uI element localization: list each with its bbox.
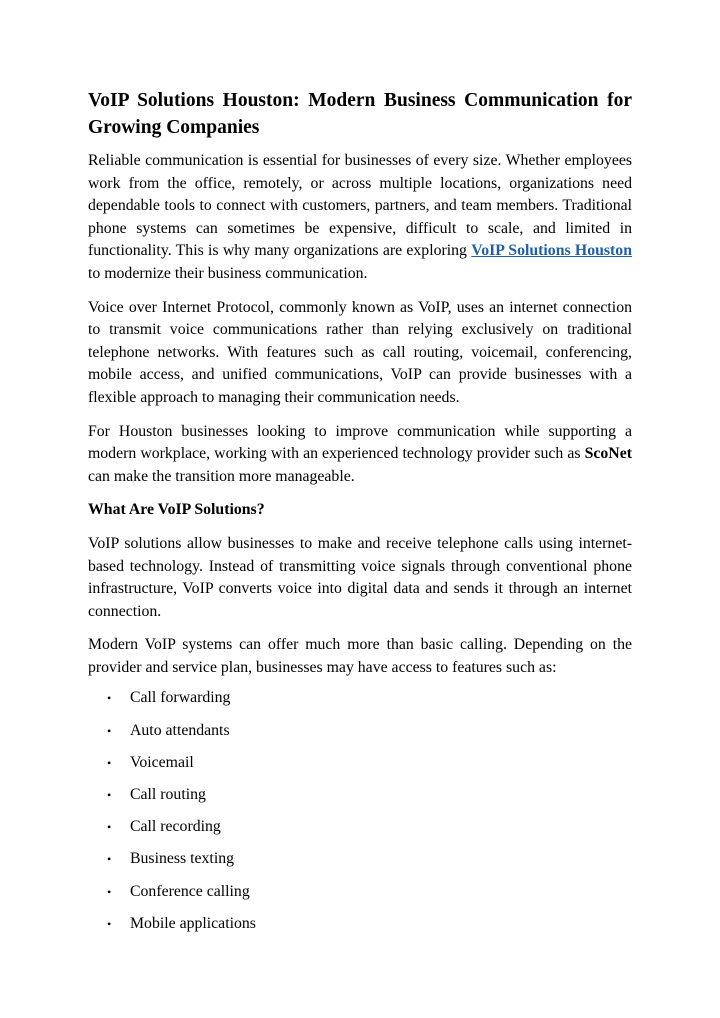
bullet-icon: •: [107, 691, 112, 706]
section-heading: What Are VoIP Solutions?: [88, 501, 265, 519]
bullet-icon: •: [107, 788, 112, 803]
feature-label: Mobile applications: [130, 914, 256, 932]
bullet-icon: •: [107, 820, 112, 835]
list-item: [88, 913, 632, 936]
feature-label: Conference calling: [130, 882, 250, 900]
bullet-icon: •: [107, 755, 112, 770]
sconet-name: ScoNet: [584, 445, 632, 463]
list-item: [88, 816, 632, 839]
list-item: [88, 848, 632, 871]
list-item: [88, 881, 632, 904]
voip-definition-paragraph: Voice over Internet Protocol, commonly known as VoIP, uses an internet connection to transmit voice communications rather than relying exclusively on traditional telephone networks. With features such as call routing, voicemail, conferencing, mobile access, and unified communications, VoIP can provide businesses with a flexible approach to managing their communication needs.: [88, 298, 632, 406]
features-list: [88, 687, 632, 935]
feature-label: Auto attendants: [130, 721, 230, 739]
features-intro-paragraph: Modern VoIP systems can offer much more than basic calling. Depending on the provider and service plan, businesses may have access to features such as:: [88, 636, 632, 676]
paragraph3-text-before-bold: For Houston businesses looking to improve communication while supporting a modern workplace, working with an experienced technology provider such as: [88, 422, 632, 463]
document-title: VoIP Solutions Houston: Modern Business Communication for Growing Companies: [88, 90, 632, 138]
feature-label: Call routing: [130, 786, 206, 804]
list-item: [88, 687, 632, 710]
feature-label: Voicemail: [130, 753, 194, 771]
houston-businesses-paragraph: [88, 421, 632, 489]
paragraph3-text-after-bold: can make the transition more manageable.: [88, 467, 355, 485]
document-page: [88, 87, 632, 945]
intro-text-before-link: Reliable communication is essential for businesses of every size. Whether employees work from the office, remotely, or across multiple locations, organizations need dependable tools to connect with customers, partners, and team members. Traditional phone systems can sometimes be expensive, difficult to scale, and limited in functionality. This is why many organizations are exploring: [88, 152, 632, 260]
intro-paragraph: [88, 150, 632, 286]
feature-label: Call forwarding: [130, 689, 231, 707]
bullet-icon: •: [107, 916, 112, 931]
intro-text-after-link: to modernize their business communication.: [88, 264, 368, 282]
voip-explanation-paragraph: VoIP solutions allow businesses to make and receive telephone calls using internet-based technology. Instead of transmitting voice signals through conventional phone infrastructure, VoIP converts voice into digital data and sends it through an internet connection.: [88, 534, 632, 620]
bullet-icon: •: [107, 884, 112, 899]
bullet-icon: •: [107, 723, 112, 738]
bullet-icon: •: [107, 852, 112, 867]
list-item: [88, 720, 632, 743]
voip-solutions-houston-link[interactable]: VoIP Solutions Houston: [471, 242, 632, 260]
list-item: [88, 784, 632, 807]
feature-label: Call recording: [130, 818, 221, 836]
feature-label: Business texting: [130, 850, 234, 868]
list-item: [88, 752, 632, 775]
